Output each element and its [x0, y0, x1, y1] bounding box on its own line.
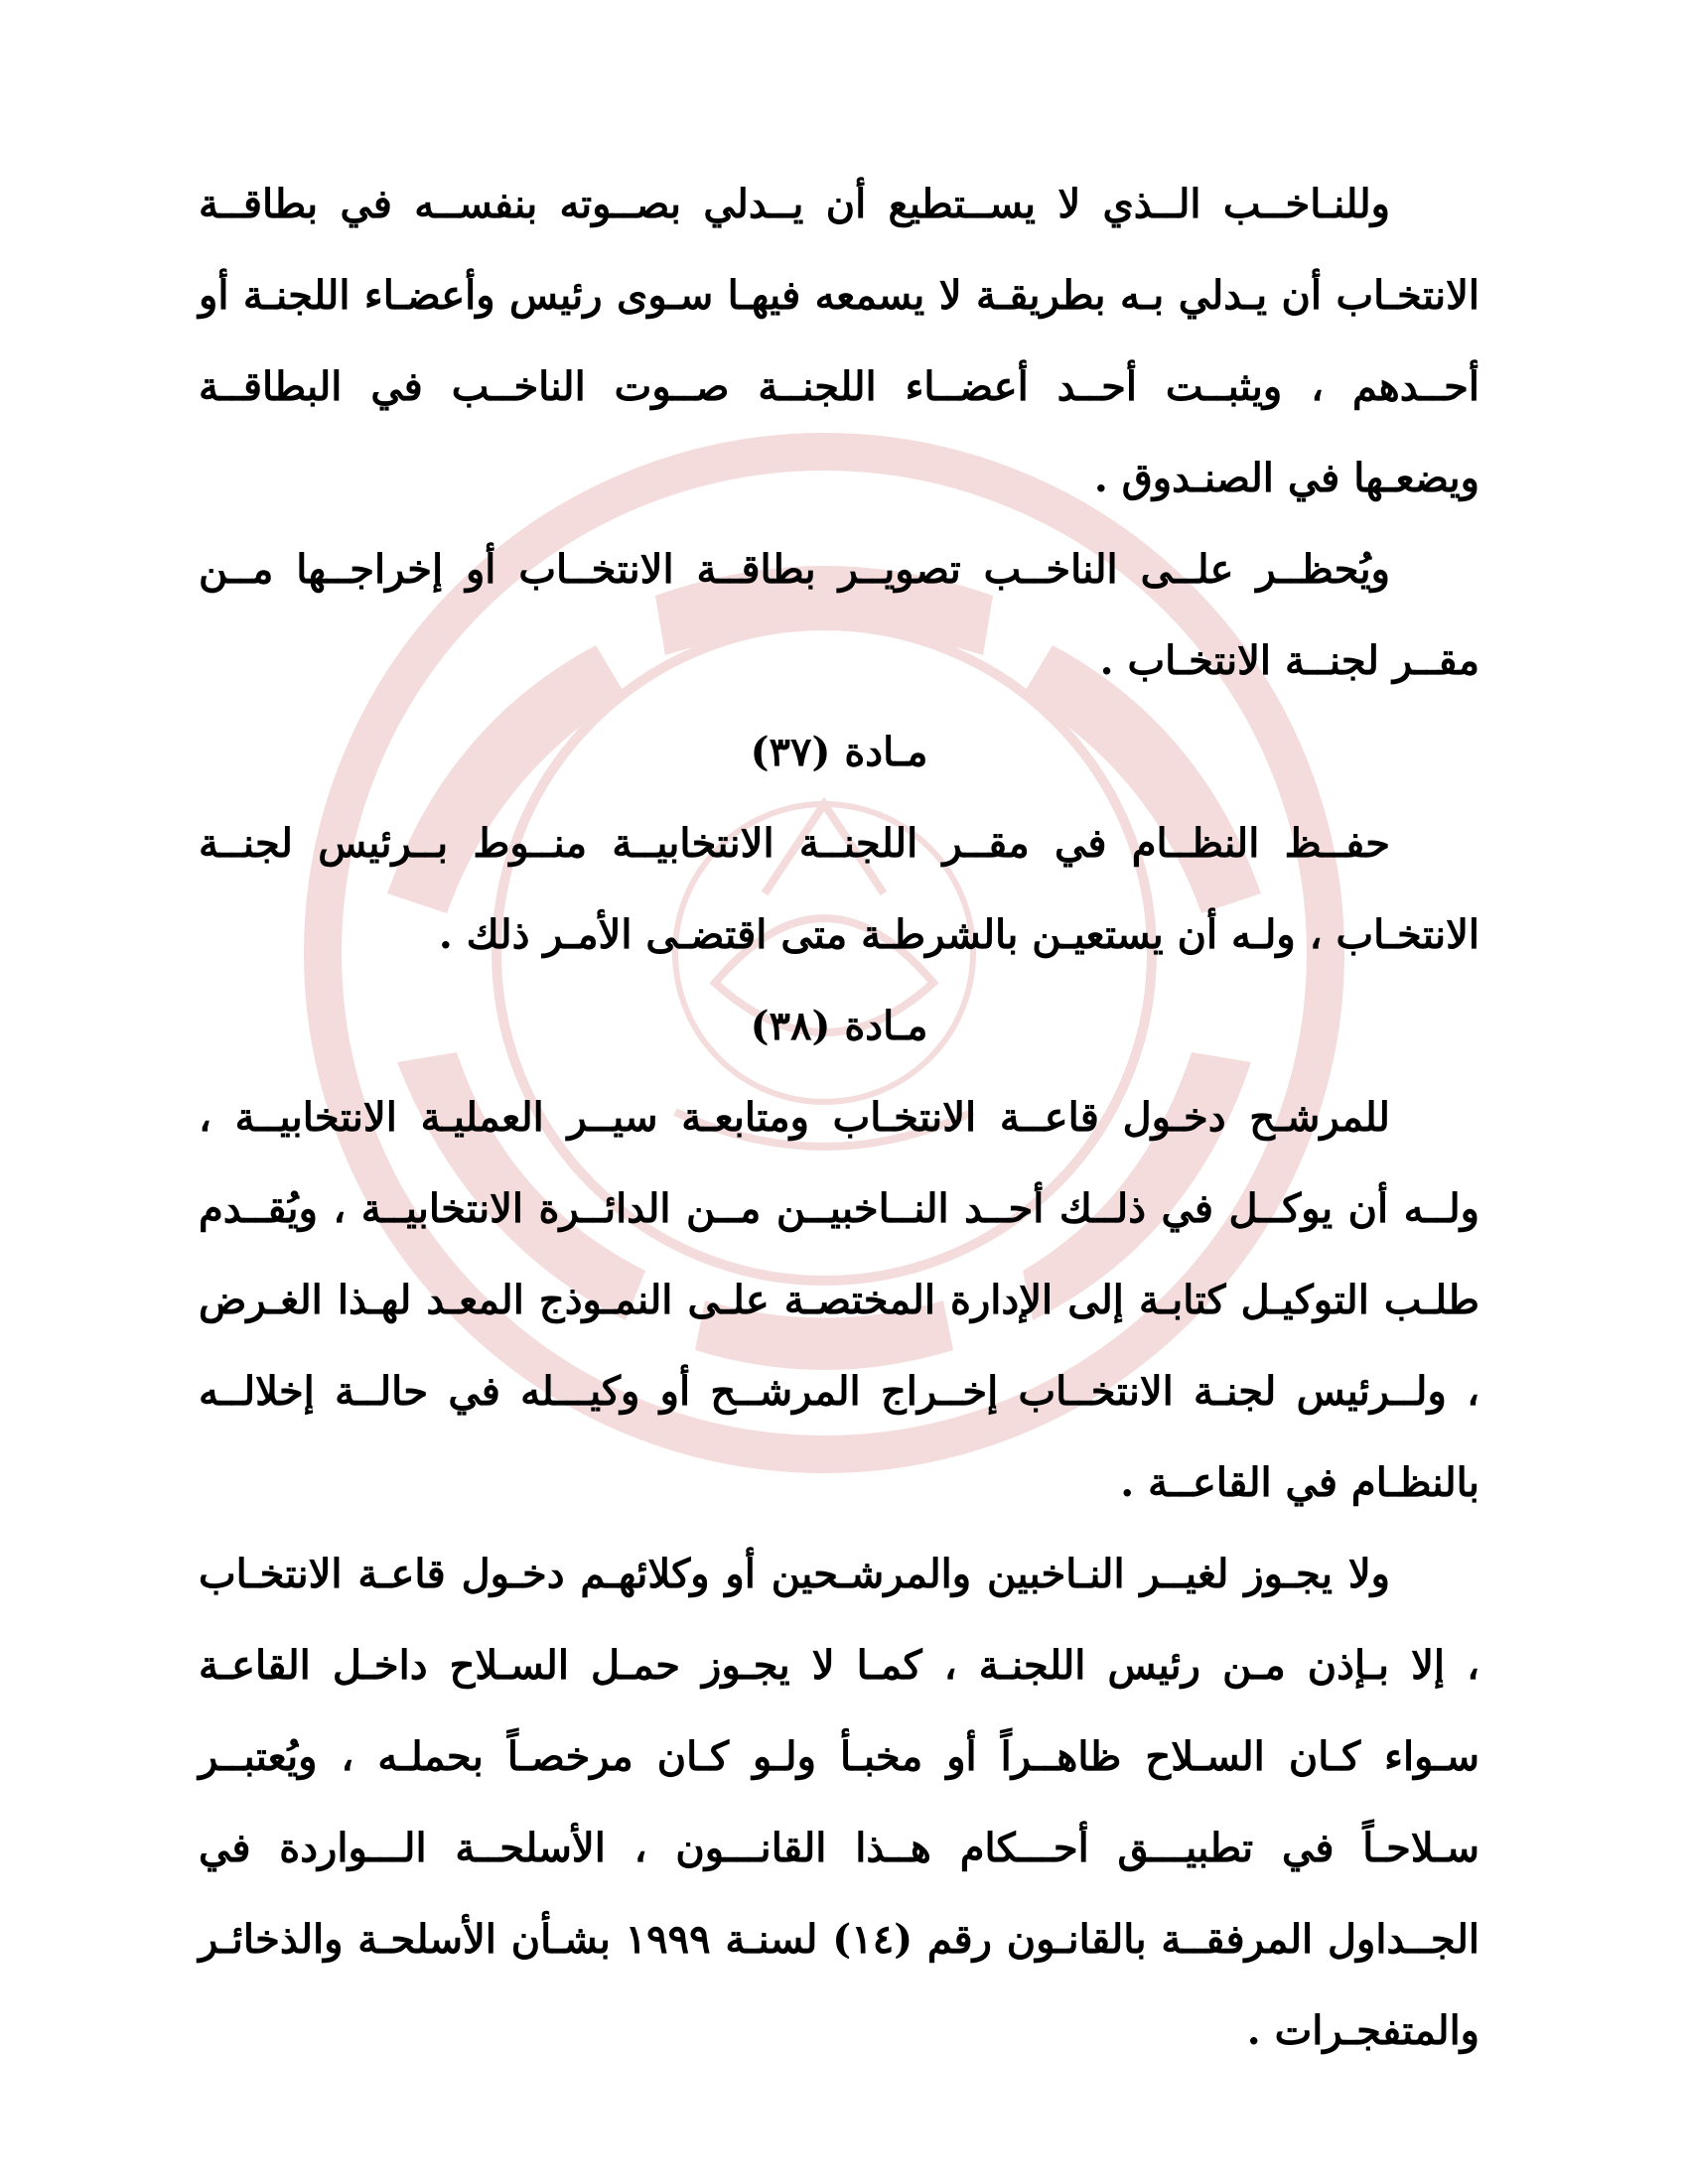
paragraph-ballot-photography: ويُحظــر علــى الناخــب تصويــر بطاقــة الانتخــاب أو إخراجــها مــن مقــر لجنــة الانتخـاب .	[199, 546, 1479, 684]
document-page	[199, 159, 1479, 2077]
article-38-paragraph-1: للمرشـح دخـول قاعــة الانتخـاب ومتابعـة سيــر العمليـة الانتخابيــة ، ولــه أن يوكــل في ذلــك أحــد النــاخبيــن مــن الدائــرة الانتخابيــة ، ويُقــدم طلـب التوكيـل كتابـة إلى الإدارة المختصـة علـى النمـوذج المعـد لهـذا الغـرض ، ولــرئيس لجنـة الانتخــاب إخــراج المرشــح أو وكيـــله في حالــة إخلالــه بالنظـام في القاعــة .	[199, 1094, 1479, 1506]
article-38-paragraph-2: ولا يجـوز لغيــر النـاخبين والمرشـحين أو وكلائهـم دخـول قاعـة الانتخـاب ، إلا بـإذن مـن رئيس اللجنـة ، كمـا لا يجـوز حمـل السـلاح داخـل القاعـة سـواء كـان السـلاح ظاهــراً أو مخبـأ ولـو كـان مرخصـاً بحملـه ، ويُعتبــر سـلاحـاً في تطبيـــق أحـــكام هــذا القانـــون ، الأسلحــة الـــواردة في الجــداول المرفقــة بالقانـون رقم (١٤) لسنـة ١٩٩٩ بشـأن الأسلحـة والذخائـر والمتفجـرات .	[199, 1551, 1479, 2054]
article-37-paragraph: حفــظ النظــام في مقــر اللجنــة الانتخابيــة منــوط بــرئيس لجنــة الانتخـاب ، ولـه أن يستعيـن بالشرطـة متى اقتضـى الأمـر ذلك .	[199, 820, 1479, 958]
paragraph-voter-assistance: وللنـاخــب الــذي لا يســتطيع أن يــدلي بصــوته بنفســه في بطاقــة الانتخـاب أن يـدلي بـه بطريقـة لا يسمعه فيهـا سـوى رئيس وأعضـاء اللجنـة أو أحــدهم ، ويثبــت أحــد أعضــاء اللجنــة صــوت الناخــب في البطاقــة ويضعـها في الصنـدوق .	[199, 181, 1479, 501]
article-38-title: مـادة (٣٨)	[750, 1003, 928, 1049]
article-37-title: مـادة (٣٧)	[750, 729, 928, 775]
